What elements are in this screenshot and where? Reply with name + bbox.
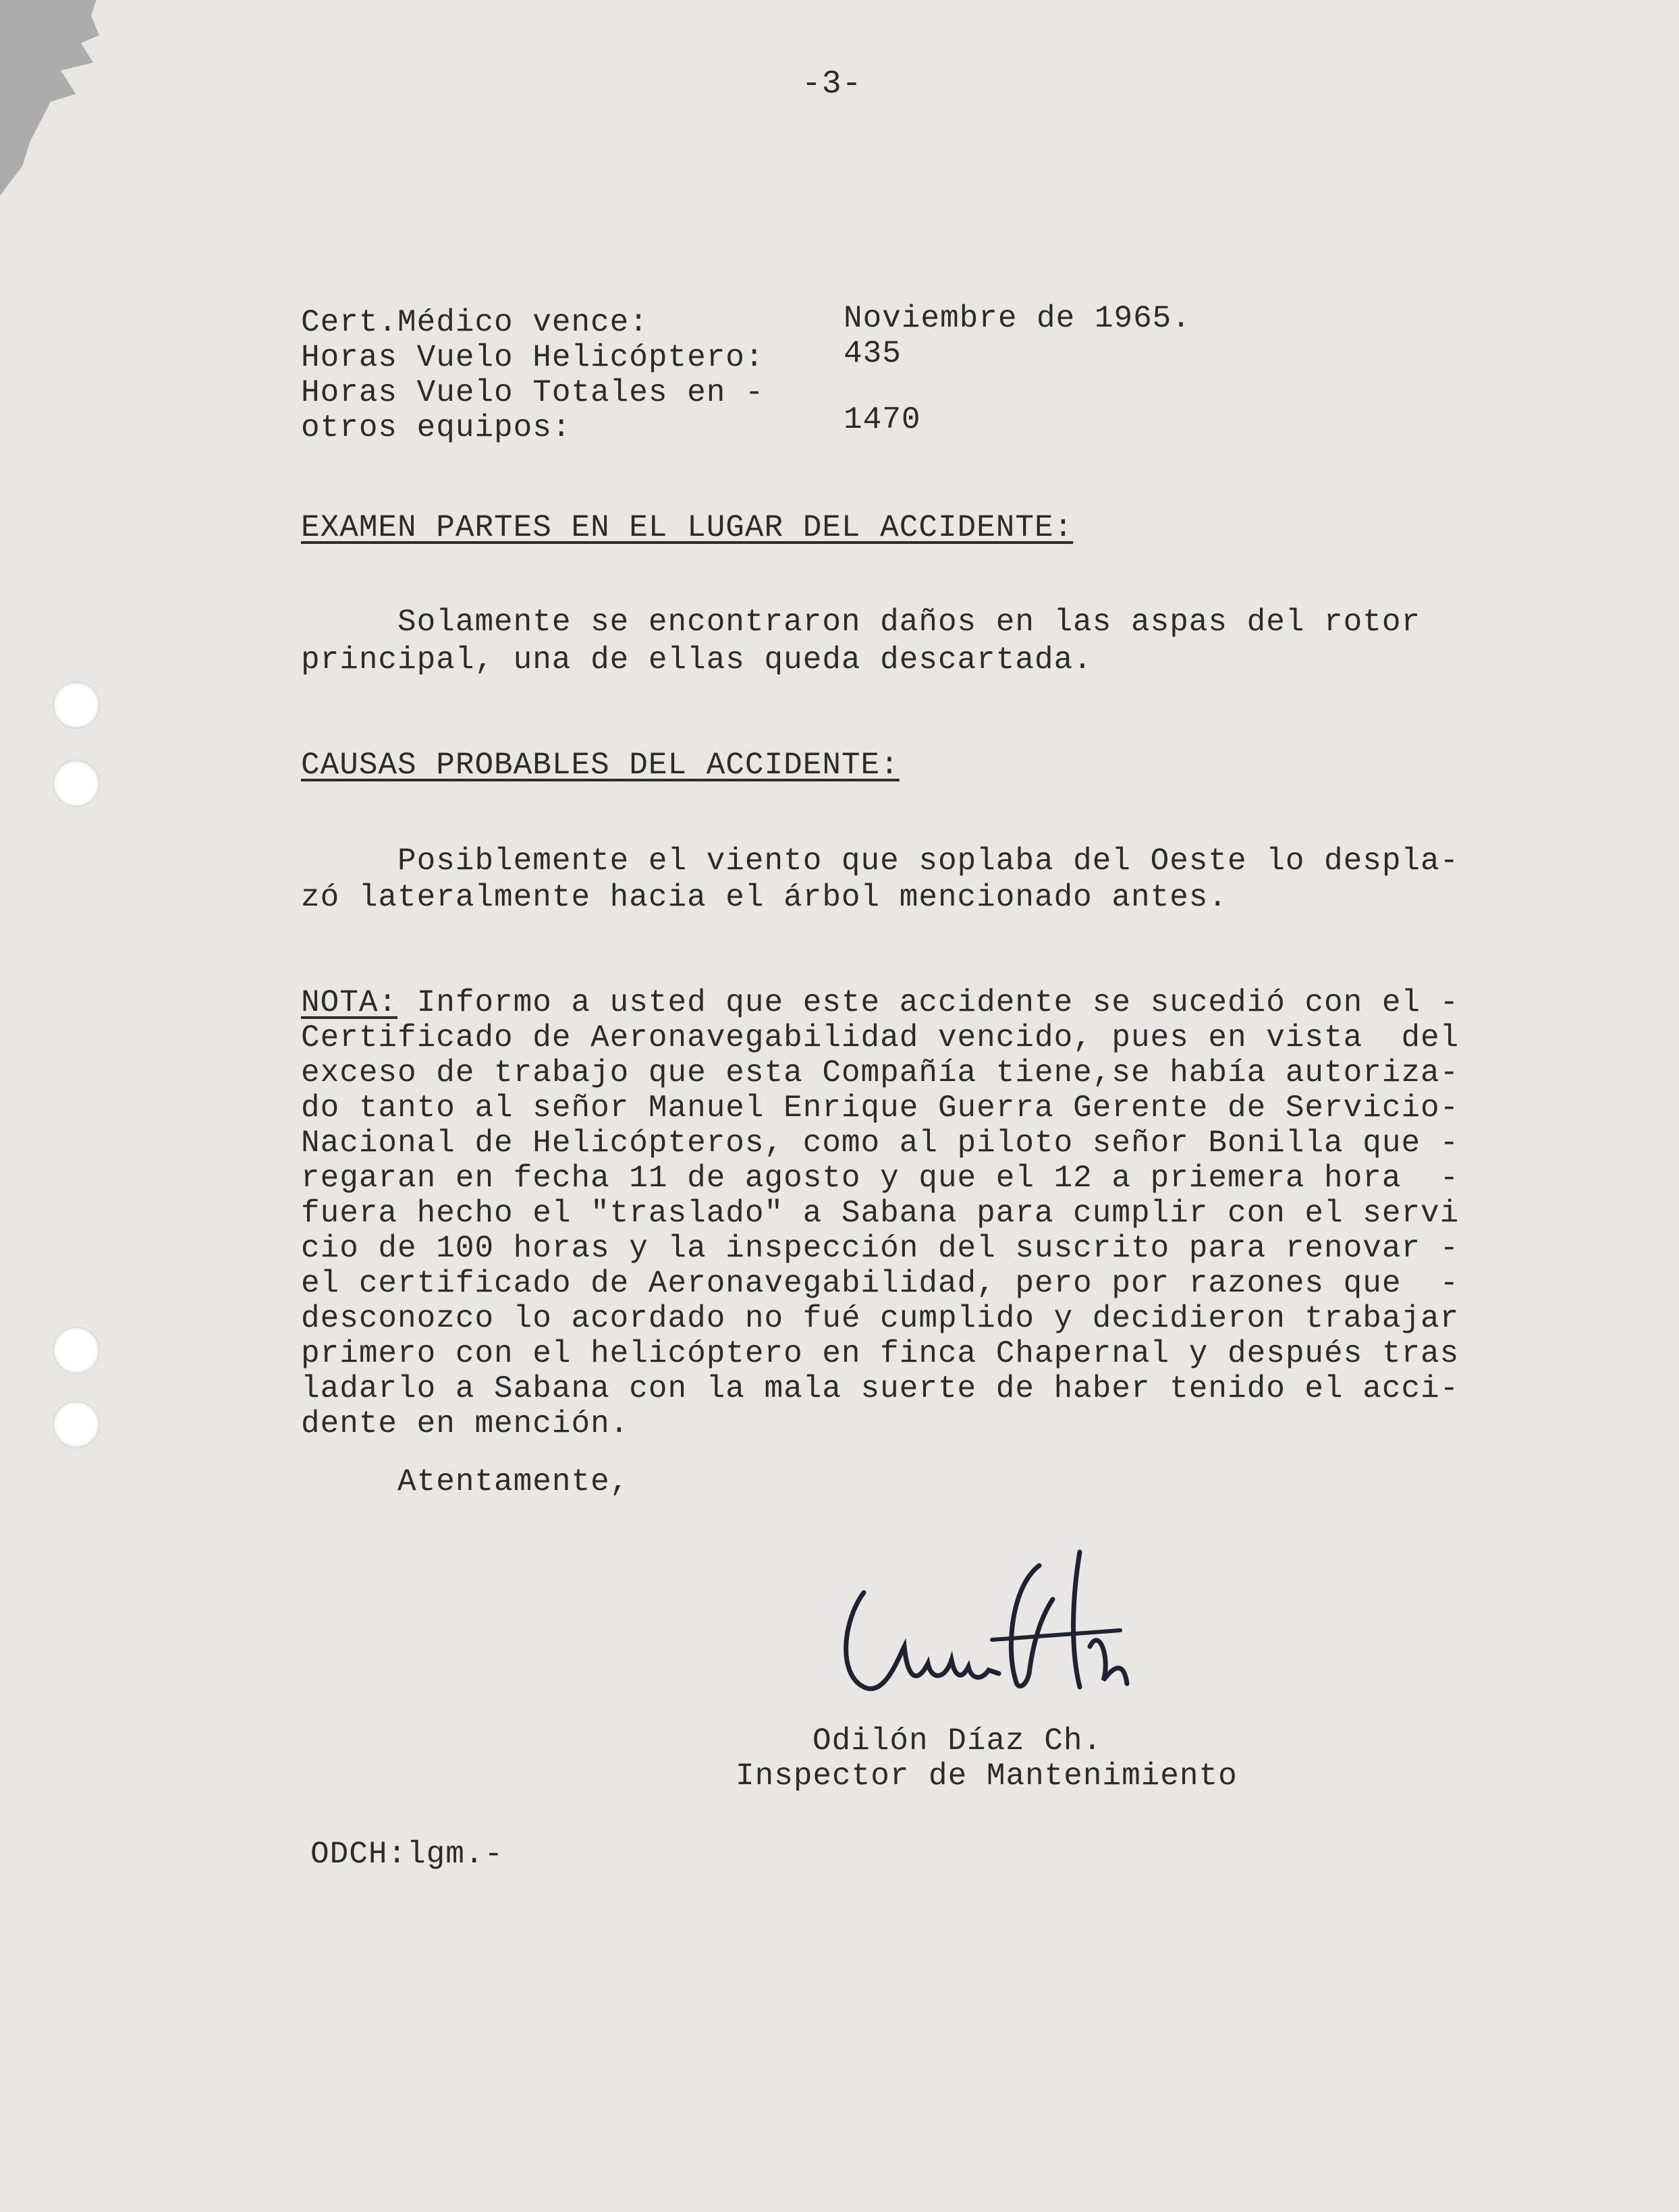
nota-line: desconozco lo acordado no fué cumplido y decidieron trabajar bbox=[301, 1301, 1460, 1336]
nota-line: ladarlo a Sabana con la mala suerte de haber tenido el acci- bbox=[301, 1371, 1460, 1406]
handwritten-signature bbox=[837, 1545, 1161, 1721]
nota-line: Nacional de Helicópteros, como al piloto señor Bonilla que - bbox=[301, 1126, 1460, 1161]
nota-label: NOTA: bbox=[301, 985, 398, 1020]
section-heading-examen: EXAMEN PARTES EN EL LUGAR DEL ACCIDENTE: bbox=[301, 510, 1074, 545]
nota-line: do tanto al señor Manuel Enrique Guerra Gerente de Servicio- bbox=[301, 1090, 1460, 1126]
horas-helicoptero-label: Horas Vuelo Helicóptero: bbox=[301, 340, 765, 375]
nota-line: exceso de trabajo que esta Compañía tiene,se había autoriza- bbox=[301, 1055, 1460, 1090]
paragraph-line: Solamente se encontraron daños en las aspas del rotor bbox=[301, 605, 1421, 640]
nota-line: dente en mención. bbox=[301, 1406, 630, 1441]
nota-line: Certificado de Aeronavegabilidad vencido, pues en vista del bbox=[301, 1020, 1460, 1055]
torn-corner bbox=[0, 0, 101, 196]
paragraph-line: zó lateralmente hacia el árbol mencionado antes. bbox=[301, 880, 1228, 915]
cert-medico-label: Cert.Médico vence: bbox=[301, 305, 649, 340]
nota-line: cio de 100 horas y la inspección del suscrito para renovar - bbox=[301, 1231, 1460, 1266]
punch-hole bbox=[53, 1401, 100, 1448]
otros-equipos-value: 1470 bbox=[844, 402, 921, 437]
paragraph-line: principal, una de ellas queda descartada. bbox=[301, 642, 1093, 678]
nota-line: primero con el helicóptero en finca Chapernal y después tras bbox=[301, 1336, 1460, 1371]
signer-name: Odilón Díaz Ch. bbox=[813, 1723, 1103, 1759]
nota-line: fuera hecho el "traslado" a Sabana para cumplir con el servi bbox=[301, 1196, 1460, 1231]
page-number: -3- bbox=[802, 66, 862, 103]
punch-hole bbox=[53, 760, 100, 807]
signer-title: Inspector de Mantenimiento bbox=[736, 1759, 1238, 1794]
nota-line: regaran en fecha 11 de agosto y que el 12 a priemera hora - bbox=[301, 1161, 1460, 1196]
horas-totales-label: Horas Vuelo Totales en - bbox=[301, 375, 765, 410]
nota-first-line bbox=[301, 985, 1459, 1020]
otros-equipos-label: otros equipos: bbox=[301, 410, 572, 445]
nota-line: Informo a usted que este accidente se sucedió con el - bbox=[397, 985, 1460, 1020]
punch-hole bbox=[53, 1327, 100, 1374]
reference-initials: ODCH:lgm.- bbox=[310, 1837, 504, 1872]
section-heading-causas: CAUSAS PROBABLES DEL ACCIDENTE: bbox=[301, 748, 900, 783]
nota-line: el certificado de Aeronavegabilidad, pero por razones que - bbox=[301, 1266, 1460, 1301]
paragraph-line: Posiblemente el viento que soplaba del Oeste lo despla- bbox=[301, 844, 1460, 879]
closing: Atentamente, bbox=[301, 1464, 630, 1499]
punch-hole bbox=[53, 682, 100, 729]
horas-helicoptero-value: 435 bbox=[844, 336, 902, 371]
cert-medico-value: Noviembre de 1965. bbox=[844, 301, 1191, 336]
